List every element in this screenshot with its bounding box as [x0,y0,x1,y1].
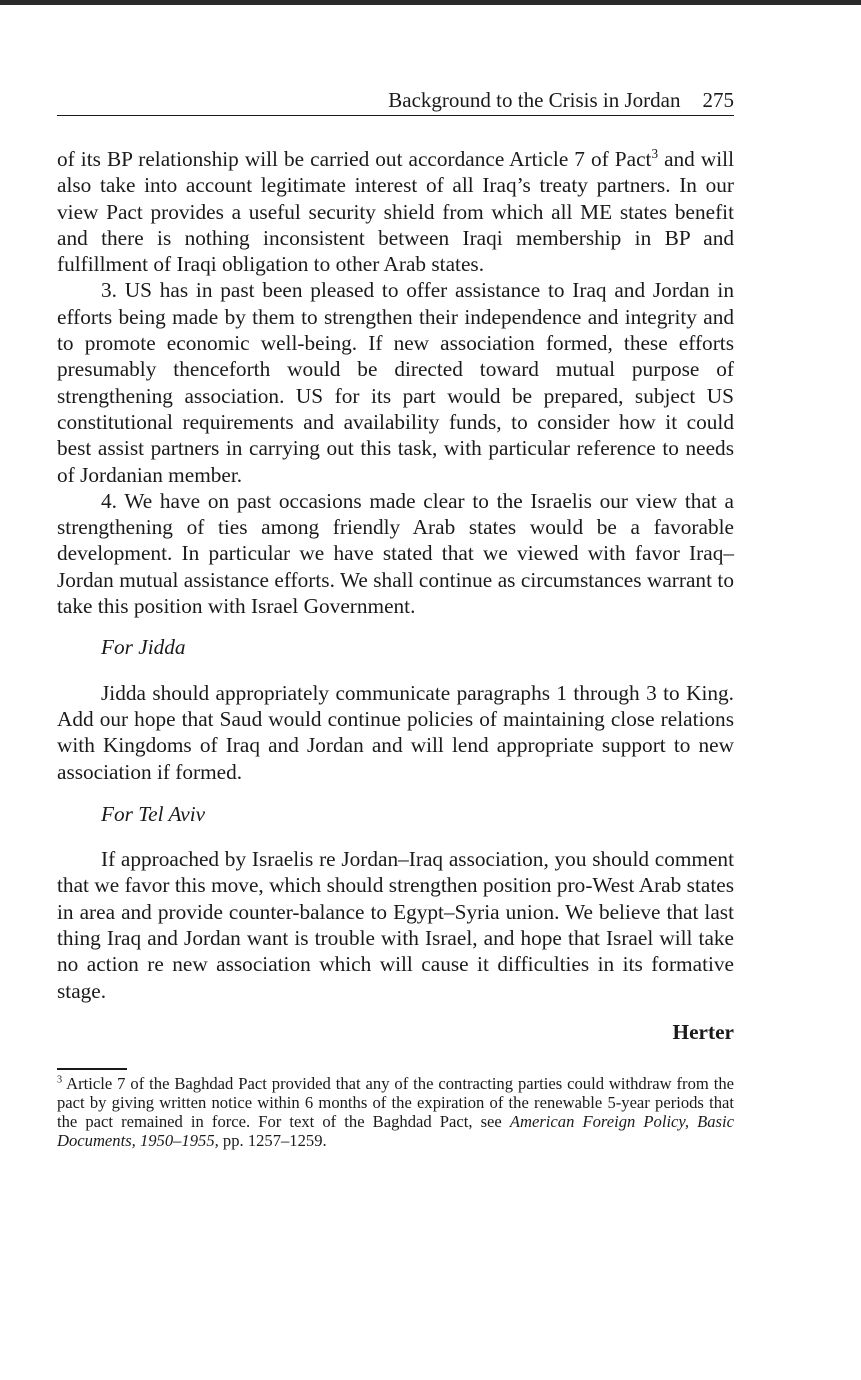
paragraph-continued-text: of its BP relationship will be carried out accordance Article 7 of Pact [57,147,652,171]
section-text-tel-aviv: If approached by Israelis re Jordan–Iraq association, you should comment that we favor this move, which should strengthen position pro-West Arab states in area and provide counter-balance to Egypt–Syria union. We believe that last thing Iraq and Jordan want is trouble with Israel, and hope that Israel will take no action re new association which will cause it difficulties in its formative stage. [57,847,734,1003]
paragraph-continued [57,146,734,277]
footnote-source-title: American Foreign Policy, Basic Documents, 1950–1955, [57,1112,734,1151]
footnote-divider [57,1068,127,1070]
document-page [57,86,734,1167]
footnote-reference[interactable]: 3 [651,145,659,161]
footnote-marker: 3 [57,1074,63,1086]
footnote [57,1074,734,1150]
page-number: 275 [702,88,734,112]
paragraph-4: 4. We have on past occasions made clear to the Israelis our view that a strengthening of ties among friendly Arab states would be a favorable development. In particular we have stated that we viewed with favor Iraq–Jordan mutual assistance efforts. We shall continue as circumstances warrant to take this position with Israel Government. [57,488,734,619]
body-text [57,146,734,1045]
paragraph-continued-text-cont: and will also take into account legitimate interest of all Iraq’s treaty partners. In our view Pact provides a useful security shield from which all ME states benefit and there is nothing inconsistent between Iraqi membership in BP and fulfillment of Iraqi obligation to other Arab states. [57,147,735,277]
section-heading-jidda: For Jidda [101,635,186,660]
running-head [57,86,734,116]
footnote-pages: pp. 1257–1259. [218,1131,327,1151]
section-heading-tel-aviv: For Tel Aviv [101,801,206,826]
paragraph-3: 3. US has in past been pleased to offer assistance to Iraq and Jordan in efforts being made by them to strengthen their independence and integrity and to promote economic well-being. If new association formed, these efforts presumably thenceforth would be directed toward mutual purpose of strengthening association. US for its part would be prepared, subject US constitutional requirements and availability funds, to consider how it could best assist partners in carrying out this task, with particular reference to needs of Jordanian member. [57,278,734,487]
footnote-text: Article 7 of the Baghdad Pact provided that any of the contracting parties could withdraw from the pact by giving written notice within 6 months of the expiration of the renewable 5-year periods that the pact remained in force. For text of the Baghdad Pact, see [57,1074,734,1132]
running-title: Background to the Crisis in Jordan [388,88,681,112]
signature: Herter [672,1019,734,1044]
section-text-jidda: Jidda should appropriately communicate paragraphs 1 through 3 to King. Add our hope that Saud would continue policies of maintaining close relations with Kingdoms of Iraq and Jordan and will lend appropriate support to new association if formed. [57,680,734,784]
page-top-border [0,0,861,5]
